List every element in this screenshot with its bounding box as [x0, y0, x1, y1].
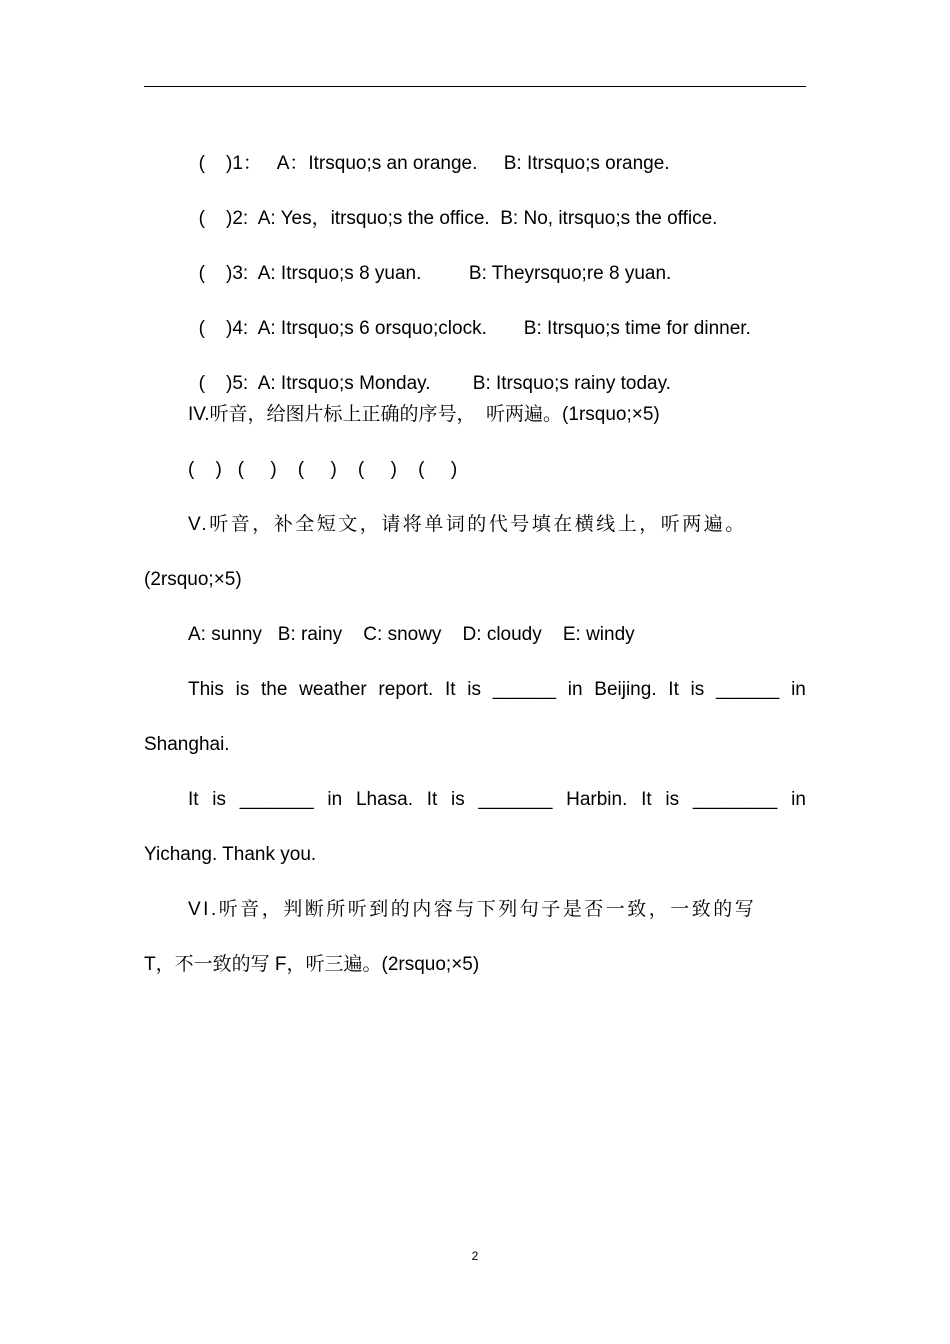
word: It	[426, 789, 438, 810]
fill-blank: _______	[478, 789, 553, 810]
question-text: 1： A：Itrsquo;s an orange. B: Itrsquo;s orange.	[232, 153, 670, 174]
word: Harbin.	[566, 789, 628, 810]
passage-line-1	[188, 678, 806, 702]
word: report.	[378, 679, 434, 700]
section-4-title: IV.听音，给图片标上正确的序号， 听两遍。(1rsquo;×5)	[188, 404, 660, 425]
word: It	[188, 789, 199, 810]
word: in	[791, 679, 806, 700]
word: in	[327, 789, 343, 810]
section-5-score: (2rsquo;×5)	[144, 569, 242, 590]
answer-paren: ( )	[198, 208, 233, 229]
section-6-title: VI.听音，判断所听到的内容与下列句子是否一致，一致的写	[188, 899, 757, 920]
word: the	[261, 679, 288, 700]
word: is	[212, 789, 227, 810]
word: This	[188, 679, 224, 700]
section-6-instruction: T，不一致的写 F，听三遍。(2rsquo;×5)	[144, 954, 480, 975]
question-1	[188, 128, 670, 176]
word: in	[791, 789, 806, 810]
page-number: 2	[471, 1249, 479, 1263]
word: in	[567, 679, 583, 700]
question-4	[188, 293, 751, 341]
passage-line-4: Yichang. Thank you.	[144, 844, 317, 865]
question-text: 5: A: Itrsquo;s Monday. B: Itrsquo;s rainy today.	[232, 373, 671, 394]
answer-paren: ( )	[198, 318, 233, 339]
fill-blank: ______	[715, 679, 780, 700]
fill-blank: ______	[492, 679, 557, 700]
question-5	[188, 348, 671, 396]
answer-paren: ( )	[198, 373, 233, 394]
question-2	[188, 183, 717, 231]
question-text: 3: A: Itrsquo;s 8 yuan. B: Theyrsquo;re 8 yuan.	[232, 263, 672, 284]
word: is	[467, 679, 482, 700]
section-4-answer-blanks: ( ) ( ) ( ) ( ) ( )	[188, 459, 458, 480]
passage-line-2: Shanghai.	[144, 734, 230, 755]
word: Lhasa.	[355, 789, 413, 810]
question-3	[188, 238, 671, 286]
word: Beijing.	[594, 679, 657, 700]
word: is	[690, 679, 705, 700]
word: It	[445, 679, 456, 700]
word: is	[450, 789, 465, 810]
passage-line-3	[188, 788, 806, 812]
word: is	[665, 789, 680, 810]
word: is	[235, 679, 250, 700]
word: It	[668, 679, 679, 700]
question-text: 4: A: Itrsquo;s 6 orsquo;clock. B: Itrsquo;s time for dinner.	[232, 318, 751, 339]
fill-blank: ________	[692, 789, 778, 810]
word: It	[641, 789, 652, 810]
section-5-title: V.听音，补全短文，请将单词的代号填在横线上，听两遍。	[188, 514, 747, 535]
word: weather	[299, 679, 367, 700]
header-rule	[144, 86, 806, 87]
answer-paren: ( )	[198, 153, 233, 174]
word-options: A: sunny B: rainy C: snowy D: cloudy E: windy	[188, 624, 635, 645]
fill-blank: _______	[239, 789, 314, 810]
answer-paren: ( )	[198, 263, 233, 284]
question-text: 2: A: Yes，itrsquo;s the office. B: No, itrsquo;s the office.	[232, 208, 718, 229]
